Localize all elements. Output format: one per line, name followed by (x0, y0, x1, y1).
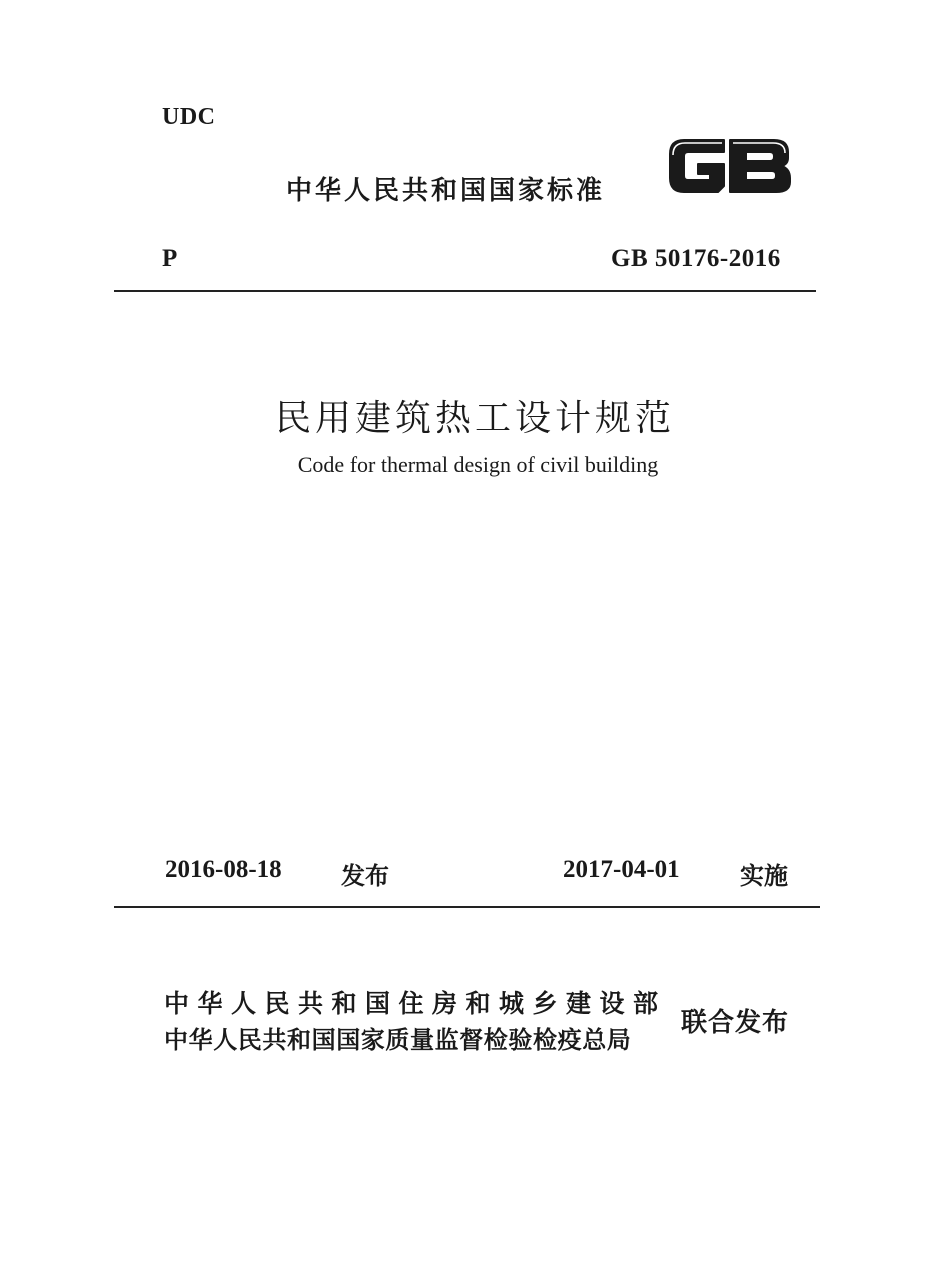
issue-label: 发布 (341, 862, 389, 890)
gb-logo-letter-g (670, 140, 724, 192)
gb-logo-letter-b (730, 140, 790, 192)
issuer-quality-inspection: 中华人民共和国国家质量监督检验检疫总局 (164, 1026, 632, 1054)
standard-number: GB 50176-2016 (611, 245, 781, 272)
udc-label: UDC (162, 104, 216, 130)
implementation-label: 实施 (740, 862, 788, 890)
issuer-ministry-housing: 中华人民共和国住房和城乡建设部 (164, 989, 667, 1018)
classification-code: P (162, 245, 178, 272)
title-chinese: 民用建筑热工设计规范 (274, 398, 675, 439)
bottom-divider (114, 906, 820, 908)
implementation-date: 2017-04-01 (563, 856, 680, 883)
joint-issue-label: 联合发布 (681, 1008, 790, 1038)
national-standard-heading: 中华人民共和国国家标准 (286, 176, 606, 206)
title-english: Code for thermal design of civil building (297, 452, 659, 477)
top-divider (114, 290, 816, 292)
issue-date: 2016-08-18 (165, 856, 282, 883)
gb-logo (666, 134, 794, 198)
